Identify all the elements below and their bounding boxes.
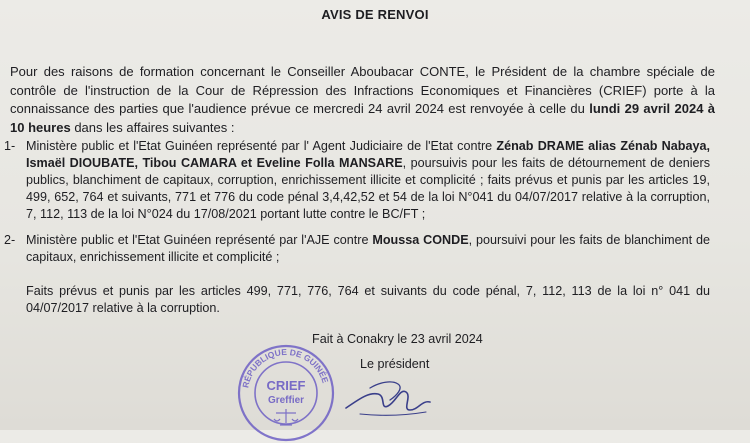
stamp-center-name: CRIEF (266, 378, 306, 393)
intro-text: Pour des raisons de formation concernant le Conseiller Aboubacar CONTE, le Président de la chambre spéciale de contrôle de l'instruction de la Cour de Répression des Infractions Economiques et Financières (CRIEF) porte à la connaissance des parties que l'audience prévue ce mercredi 24 avril 2024 est renvoyée à celle du (10, 64, 715, 116)
legal-basis-paragraph: Faits prévus et punis par les articles 499, 771, 776, 764 et suivants du code pénal, 7, 112, 113 de la loi n° 041 du 04/07/2017 relative à la corruption. (26, 284, 710, 315)
defendant-names: Zénab DRAME alias Zénab Nabaya, Ismaël DIOUBATE, Tibou CAMARA et Eveline Folla MANSARE (26, 139, 710, 170)
crief-stamp (236, 343, 336, 443)
president-signature (340, 370, 440, 430)
intro-text-end: dans les affaires suivantes : (70, 119, 235, 135)
case-item-1 (4, 138, 710, 223)
case-description (26, 232, 710, 266)
hearing-date: lundi 29 avril 2024 à 10 heures (10, 101, 715, 135)
case-number: 1- (4, 139, 16, 153)
document-title: AVIS DE RENVOI (321, 7, 429, 22)
stamp-ring-text: RÉPUBLIQUE DE GUINÉE (240, 346, 331, 389)
case-text: Ministère public et l'Etat Guinéen représenté par l'AJE contre (26, 233, 373, 247)
case-text: , poursuivis pour les faits de détournement de deniers publics, blanchiment de capitaux, corruption, enrichissement illicite et complicité ; faits prévus et punis par les articles 19, 499, 652, 764 et suivants, 771 et 776 du code pénal 3,4,42,52 et 54 de la loi N°041 du 04/07/2017 relative à la corruption, 7, 112, 113 de la loi N°024 du 17/08/2021 portant lutte contre le BC/FT ; (26, 156, 710, 221)
defendant-names: Moussa CONDE (372, 233, 469, 247)
signatory-title: Le président (360, 357, 430, 371)
stamp-center-role: Greffier (267, 395, 305, 406)
case-number: 2- (4, 233, 16, 247)
case-text: , poursuivi pour les faits de blanchiment de capitaux, enrichissement illicite et complicité ; (26, 233, 710, 264)
intro-paragraph (10, 63, 715, 137)
place-and-date: Fait à Conakry le 23 avril 2024 (312, 332, 483, 346)
case-item-2 (4, 232, 710, 266)
case-text: Ministère public et l'Etat Guinéen représenté par l' Agent Judiciaire de l'Etat contre (26, 139, 497, 153)
case-description (26, 138, 710, 223)
